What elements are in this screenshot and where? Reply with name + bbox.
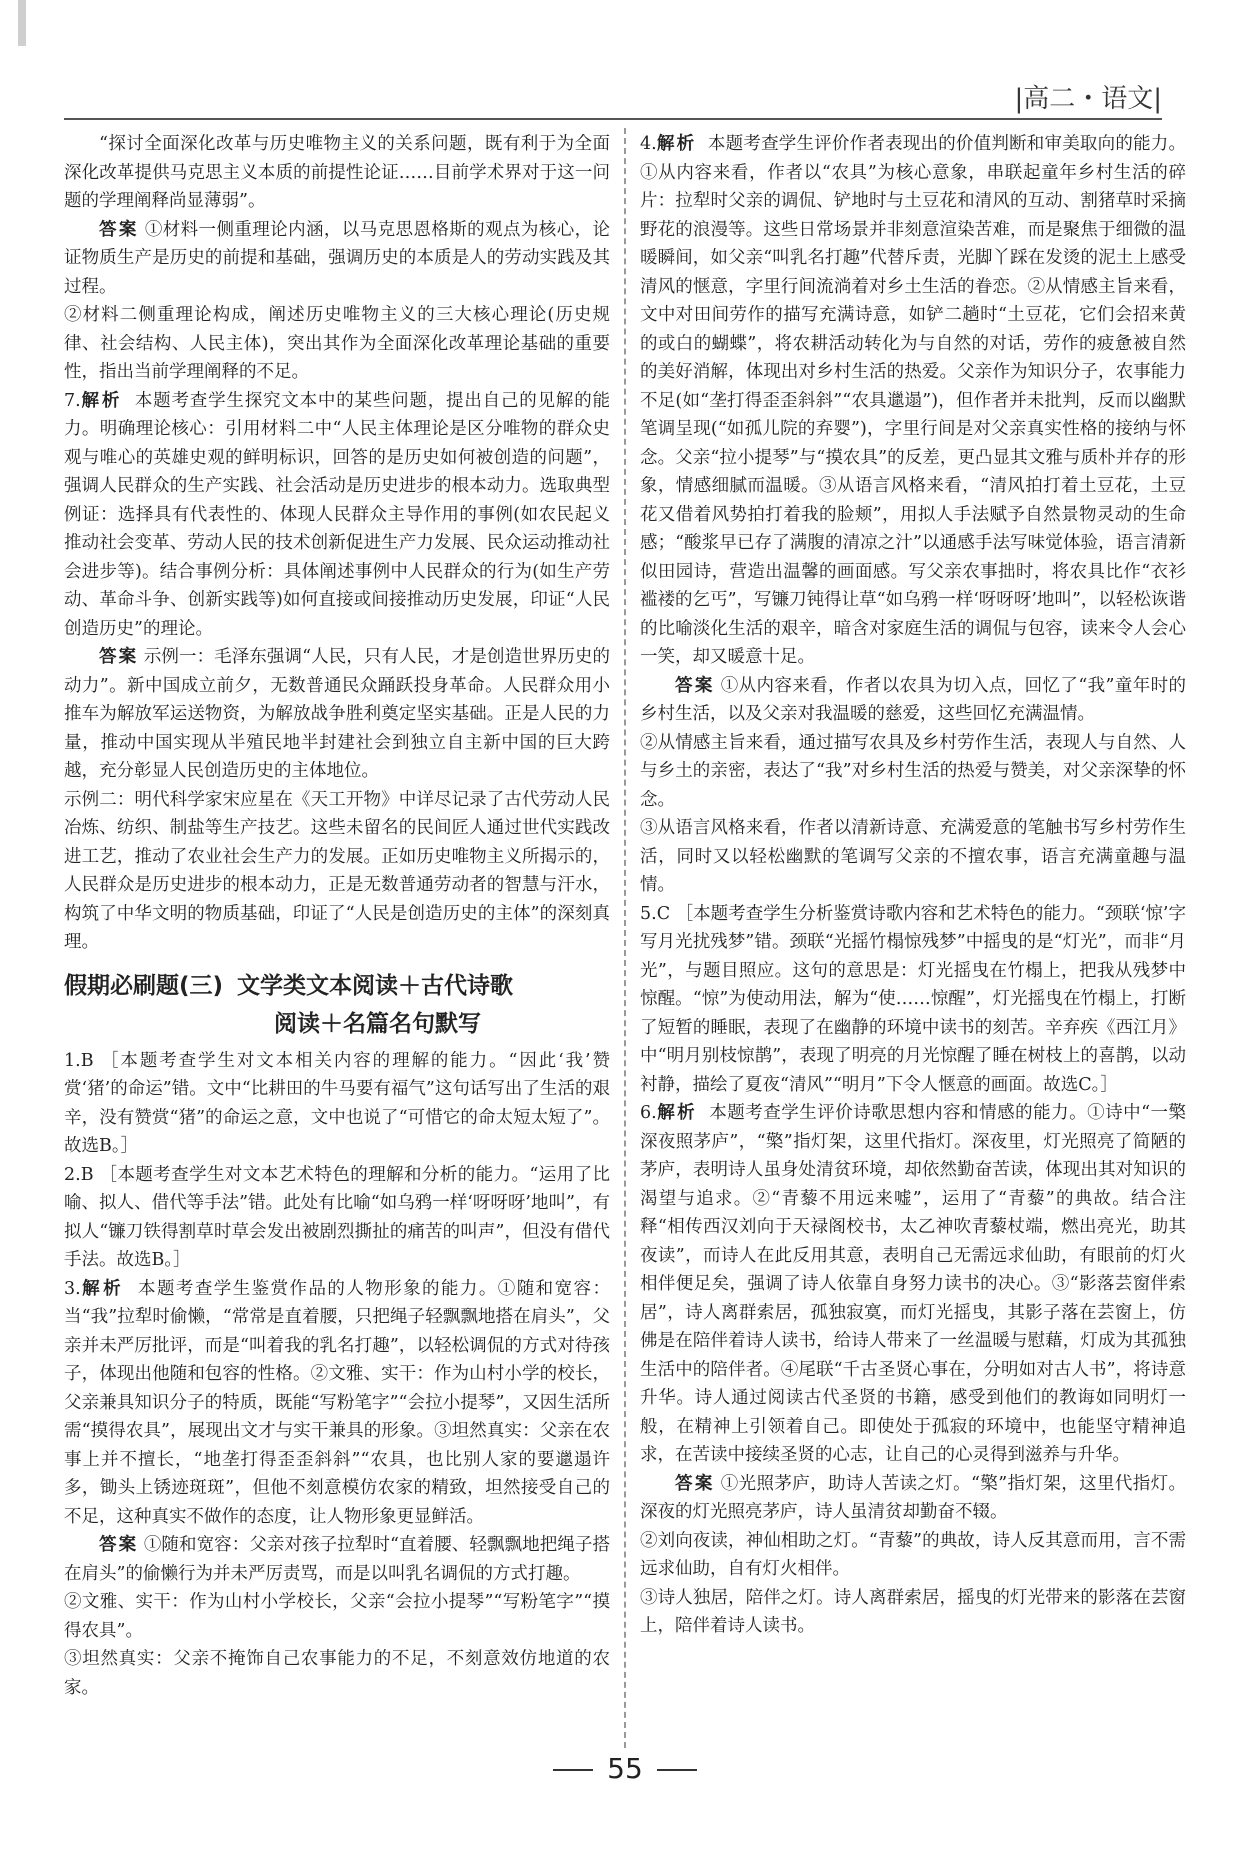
question-number: 6. (640, 1103, 657, 1123)
answer-text: ②文雅、实干：作为山村小学校长，父亲“会拉小提琴”“写粉笔字”“摸得农具”。 (64, 1592, 610, 1641)
answer-text: ①从内容来看，作者以农具为切入点，回忆了“我”童年时的乡村生活，以及父亲对我温暖的慈爱，这些回忆充满温情。 (640, 675, 1186, 724)
quote-paragraph: “探讨全面深化改革与历史唯物主义的关系问题，既有利于为全面深化改革提供马克思主义本质的前提性论证……目前学术界对于这一问题的学理阐释尚显薄弱”。 (64, 134, 610, 211)
answer-text: ③坦然真实：父亲不掩饰自己农事能力的不足，不刻意效仿地道的农家。 (64, 1649, 610, 1698)
question-number: 4. (640, 134, 657, 154)
page-dash-left (553, 1769, 593, 1771)
section-subtitle: 文学类文本阅读＋古代诗歌 (237, 972, 514, 999)
analysis-label: 解析 (80, 1278, 125, 1299)
answer-text: ②从情感主旨来看，通过描写农具及乡村劳作生活，表现人与自然、人与乡土的亲密，表达了“我”对乡村生活的热爱与赞美，对父亲深挚的怀念。 (640, 732, 1186, 810)
column-divider (624, 128, 626, 1748)
answer-text: ①材料一侧重理论内涵，以马克思恩格斯的观点为核心，论证物质生产是历史的前提和基础，强调历史的本质是人的劳动实践及其过程。 (64, 219, 611, 297)
left-column (64, 130, 610, 1702)
question-5: 5.C ［本题考查学生分析鉴赏诗歌内容和艺术特色的能力。“颈联‘惊’字写月光扰残梦”错。颈联“光摇竹榻惊残梦”中摇曳的是“灯光”，而非“月光”，与题目照应。这句的意思是：灯光摇曳在竹榻上，把我从残梦中惊醒。“惊”为使动用法，解为“使……惊醒”，灯光摇曳在竹榻上，打断了短暂的睡眠，表现了在幽静的环境中读书的刻苦。辛弃疾《西江月》中“明月别枝惊鹊”，表现了明亮的月光惊醒了睡在树枝上的喜鹊，以动衬静，描绘了夏夜“清风”“明月”下令人惬意的画面。故选C。］ (640, 903, 1186, 1095)
scan-edge-mark (18, 0, 26, 46)
section-title: 假期必刷题(三) (64, 972, 224, 999)
answer-text: 示例二：明代科学家宋应星在《天工开物》中详尽记录了古代劳动人民冶炼、纺织、制盐等生产技艺。这些未留名的民间匠人通过世代实践改进工艺，推动了农业社会生产力的发展。正如历史唯物主义所揭示的，人民群众是历史进步的根本动力，正是无数普通劳动者的智慧与汗水，构筑了中华文明的物质基础，印证了“人民是创造历史的主体”的深刻真理。 (64, 789, 610, 952)
section-subtitle: 阅读＋名篇名句默写 (274, 1010, 481, 1037)
answer-text: ①光照茅庐，助诗人苦读之灯。“檠”指灯架，这里代指灯。深夜的灯光照亮茅庐，诗人虽清贫却勤奋不辍。 (640, 1473, 1186, 1522)
answer-text: ①随和宽容：父亲对孩子拉犁时“直着腰、轻飘飘地把绳子搭在肩头”的偷懒行为并未严厉责骂，而是以叫乳名调侃的方式打趣。 (64, 1535, 610, 1584)
analysis-label: 解析 (656, 134, 697, 154)
analysis-text: 本题考查学生鉴赏作品的人物形象的能力。①随和宽容：当“我”拉犁时偷懒，“常常是直着腰，只把绳子轻飘飘地搭在肩头”，父亲并未严厉批评，而是“叫着我的乳名打趣”，以轻松调侃的方式对待孩子，体现出他随和包容的性格。②文雅、实干：作为山村小学的校长，父亲兼具知识分子的特质，既能“写粉笔字”“会拉小提琴”，又因生活所需“摸得农具”，展现出文才与实干兼具的形象。③坦然真实：父亲在农事上并不擅长，“地垄打得歪歪斜斜”“农具，也比别人家的要邋遢许多，锄头上锈迹斑斑”，但他不刻意模仿农家的精致，坦然接受自己的不足，这种真实不做作的态度，让人物形象更显鲜活。 (64, 1278, 610, 1527)
answer-label: 答案 (675, 675, 715, 696)
section-heading (64, 967, 610, 1043)
page-number-row (0, 1752, 1250, 1785)
answer-text: 示例一：毛泽东强调“人民，只有人民，才是创造世界历史的动力”。新中国成立前夕，无数普通民众踊跃投身革命。人民群众用小推车为解放军运送物资，为解放战争胜利奠定坚实基础。正是人民的力量，推动中国实现从半殖民地半封建社会到独立自主新中国的巨大跨越，充分彰显人民创造历史的主体地位。 (64, 647, 610, 781)
page-header: |高二・语文| (1014, 84, 1162, 114)
header-rule (64, 118, 1162, 120)
question-2: 2.B ［本题考查学生对文本艺术特色的理解和分析的能力。“运用了比喻、拟人、借代等手法”错。此处有比喻“如乌鸦一样‘呀呀呀’地叫”，有拟人“镰刀铁得割草时草会发出被剧烈撕扯的痛苦的叫声”，但没有借代手法。故选B。］ (64, 1164, 610, 1270)
analysis-text: 本题考查学生探究文本中的某些问题，提出自己的见解的能力。明确理论核心：引用材料二中“人民主体理论是区分唯物的群众史观与唯心的英雄史观的鲜明标识，回答的是历史如何被创造的问题”，强调人民群众的生产实践、社会活动是历史进步的根本动力。选取典型例证：选择具有代表性的、体现人民群众主导作用的事例(如农民起义推动社会变革、劳动人民的技术创新促进生产力发展、民众运动推动社会进步等)。结合事例分析：具体阐述事例中人民群众的行为(如生产劳动、革命斗争、创新实践等)如何直接或间接推动历史发展，印证“人民创造历史”的理论。 (64, 390, 611, 639)
answer-label: 答案 (99, 1535, 139, 1555)
page-number: 55 (607, 1752, 643, 1785)
answer-text: ②刘向夜读，神仙相助之灯。“青藜”的典故，诗人反其意而用，言不需远求仙助，自有灯火相伴。 (640, 1530, 1186, 1579)
question-number: 7. (64, 390, 81, 411)
question-1: 1.B ［本题考查学生对文本相关内容的理解的能力。“因此‘我’赞赏‘猪’的命运”错。文中“比耕田的牛马要有福气”这句话写出了生活的艰辛，没有赞赏“猪”的命运之意，文中也说了“可惜它的命太短太短了”。故选B。］ (64, 1050, 610, 1156)
analysis-text: 本题考查学生评价诗歌思想内容和情感的能力。①诗中“一檠深夜照茅庐”，“檠”指灯架，这里代指灯。深夜里，灯光照亮了简陋的茅庐，表明诗人虽身处清贫环境，却依然勤奋苦读，体现出其对知识的渴望与追求。②“青藜不用远来嘘”，运用了“青藜”的典故。结合注释“相传西汉刘向于天禄阁校书，太乙神吹青藜杖端，燃出亮光，助其夜读”，而诗人在此反用其意，表明自己无需远求仙助，有眼前的灯火相伴便足矣，强调了诗人依靠自身努力读书的决心。③“影落芸窗伴索居”，诗人离群索居，孤独寂寞，而灯光摇曳，其影子落在芸窗上，仿佛是在陪伴着诗人读书，给诗人带来了一丝温暖与慰藉，灯成为其孤独生活中的陪伴者。④尾联“千古圣贤心事在，分明如对古人书”，将诗意升华。诗人通过阅读古代圣贤的书籍，感受到他们的教诲如同明灯一般，在精神上引领着自己。即使处于孤寂的环境中，也能坚守精神追求，在苦读中接续圣贤的心志，让自己的心灵得到滋养与升华。 (640, 1103, 1186, 1465)
answer-label: 答案 (675, 1473, 715, 1494)
right-column (640, 130, 1186, 1641)
page-dash-right (657, 1769, 697, 1771)
answer-text: ②材料二侧重理论构成，阐述历史唯物主义的三大核心理论(历史规律、社会结构、人民主体)，突出其作为全面深化改革理论基础的重要性，指出当前学理阐释的不足。 (64, 305, 610, 382)
answer-label: 答案 (99, 219, 139, 240)
question-number: 3. (64, 1278, 81, 1299)
analysis-label: 解析 (80, 390, 123, 411)
analysis-text: 本题考查学生评价作者表现出的价值判断和审美取向的能力。①从内容来看，作者以“农具”为核心意象，串联起童年乡村生活的碎片：拉犁时父亲的调侃、铲地时与土豆花和清风的互动、割猪草时采摘野花的浪漫等。这些日常场景并非刻意渲染苦难，而是聚焦于细微的温暖瞬间，如父亲“叫乳名打趣”代替斥责，光脚丫踩在发烫的泥土上感受清风的惬意，字里行间流淌着对乡土生活的眷恋。②从情感主旨来看，文中对田间劳作的描写充满诗意，如铲二趟时“土豆花，它们会招来黄的或白的蝴蝶”，将农耕活动转化为与自然的对话，劳作的疲惫被自然的美好消解，体现出对乡村生活的热爱。父亲作为知识分子，农事能力不足(如“垄打得歪歪斜斜”“农具邋遢”)，但作者并未批判，反而以幽默笔调呈现(“如孤儿院的弃婴”)，字里行间是对父亲真实性格的接纳与怀念。父亲“拉小提琴”与“摸农具”的反差，更凸显其文雅与质朴并存的形象，情感细腻而温暖。③从语言风格来看，“清风拍打着土豆花，土豆花又借着风势拍打着我的脸颊”，用拟人手法赋予自然景物灵动的生命感；“酸浆早已存了满腹的清凉之汁”以通感手法写味觉体验，语言清新似田园诗，营造出温馨的画面感。写父亲农事拙时，将农具比作“衣衫褴褛的乞丐”，写镰刀钝得让草“如乌鸦一样‘呀呀呀’地叫”，以轻松诙谐的比喻淡化生活的艰辛，暗含对家庭生活的调侃与包容，读来令人会心一笑，却又暖意十足。 (640, 134, 1187, 667)
analysis-label: 解析 (656, 1103, 698, 1123)
answer-label: 答案 (99, 647, 139, 667)
answer-text: ③诗人独居，陪伴之灯。诗人离群索居，摇曳的灯光带来的影落在芸窗上，陪伴着诗人读书。 (640, 1587, 1186, 1636)
answer-text: ③从语言风格来看，作者以清新诗意、充满爱意的笔触书写乡村劳作生活，同时又以轻松幽默的笔调写父亲的不擅农事，语言充满童趣与温情。 (640, 818, 1186, 895)
